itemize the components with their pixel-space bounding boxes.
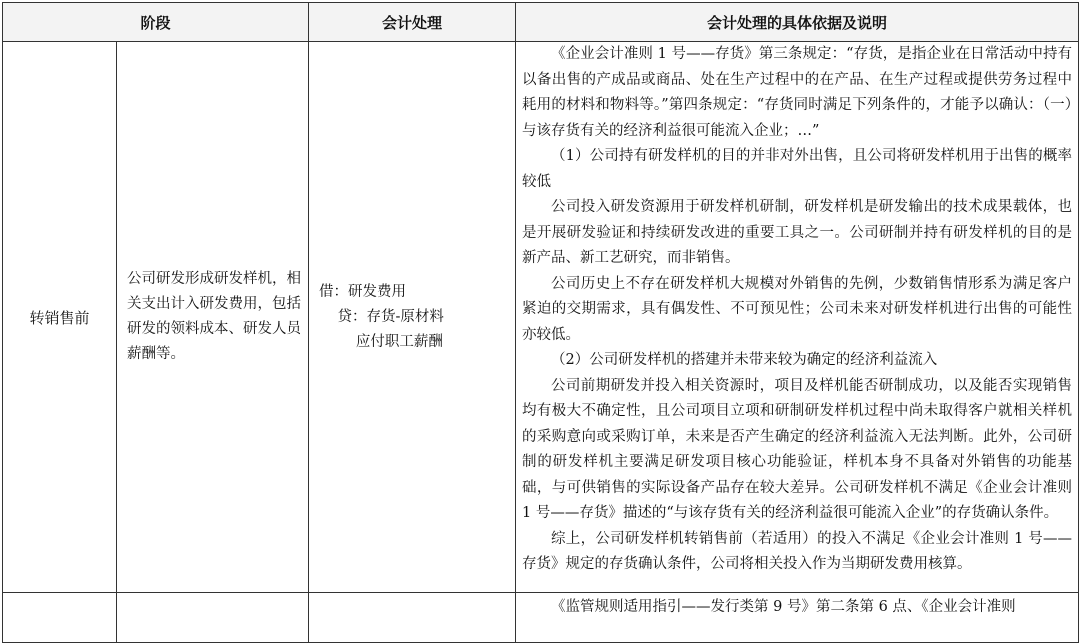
header-basis: 会计处理的具体依据及说明 [516,3,1079,42]
basis-cell [516,42,1079,593]
stage-cell: 转销售前 [3,42,117,593]
accounting-table [2,2,1079,643]
basis-paragraph: （2）公司研发样机的搭建并未带来较为确定的经济利益流入 [551,352,938,368]
table-row-next [3,593,1079,643]
credit-line-payroll: 应付职工薪酬 [319,333,443,350]
basis-paragraph: 《企业会计准则 1 号——存货》第三条规定：“存货，是指企业在日常活动中持有以备出售的产成品或商品、处在生产过程中的在产品、在生产过程或提供劳务过程中耗用的材料和物料等。”第四条规定：“存货同时满足下列条件的，才能予以确认：（一）与该存货有关的经济利益很可能流入企业；…” [522,46,1073,139]
journal-entry-cell [309,42,516,593]
credit-line-inventory: 贷：存货-原材料 [319,308,444,325]
header-stage: 阶段 [3,3,309,42]
basis-cell-next [516,593,1079,643]
debit-line: 借：研发费用 [319,283,407,300]
basis-paragraph: 公司历史上不存在研发样机大规模对外销售的先例，少数销售情形系为满足客户紧迫的交期需求，具有偶发性、不可预见性；公司未来对研发样机进行出售的可能性亦较低。 [522,275,1073,343]
description-cell: 公司研发形成研发样机，相关支出计入研发费用，包括研发的领料成本、研发人员薪酬等。 [117,42,309,593]
basis-paragraph: 公司前期研发并投入相关资源时，项目及样机能否研制成功，以及能否实现销售均有极大不确定性，且公司项目立项和研制研发样机过程中尚未取得客户就相关样机的采购意向或采购订单，未来是否产生确定的经济利益流入无法判断。此外，公司研制的研发样机主要满足研发项目核心功能验证，样机本身不具备对外销售的功能基础，与可供销售的实际设备产品存在较大差异。公司研发样机不满足《企业会计准则 1 号——存货》描述的“与该存货有关的经济利益很可能流入企业”的存货确认条件。 [522,377,1073,521]
description-cell-next [117,593,309,643]
header-treatment: 会计处理 [309,3,516,42]
basis-paragraph: 公司投入研发资源用于研发样机研制，研发样机是研发输出的技术成果载体，也是开展研发验证和持续研发改进的重要工具之一。公司研制并持有研发样机的目的是新产品、新工艺研究，而非销售。 [522,199,1073,266]
journal-entry-cell-next [309,593,516,643]
basis-paragraph: （1）公司持有研发样机的目的并非对外出售，且公司将研发样机用于出售的概率较低 [522,148,1073,190]
table-row [3,42,1079,593]
basis-paragraph: 综上，公司研发样机转销售前（若适用）的投入不满足《企业会计准则 1 号——存货》规定的存货确认条件，公司将相关投入作为当期研发费用核算。 [522,530,1073,572]
stage-cell-next [3,593,117,643]
header-row [3,3,1079,42]
basis-paragraph: 《监管规则适用指引——发行类第 9 号》第二条第 6 点、《企业会计准则 [551,599,1016,615]
